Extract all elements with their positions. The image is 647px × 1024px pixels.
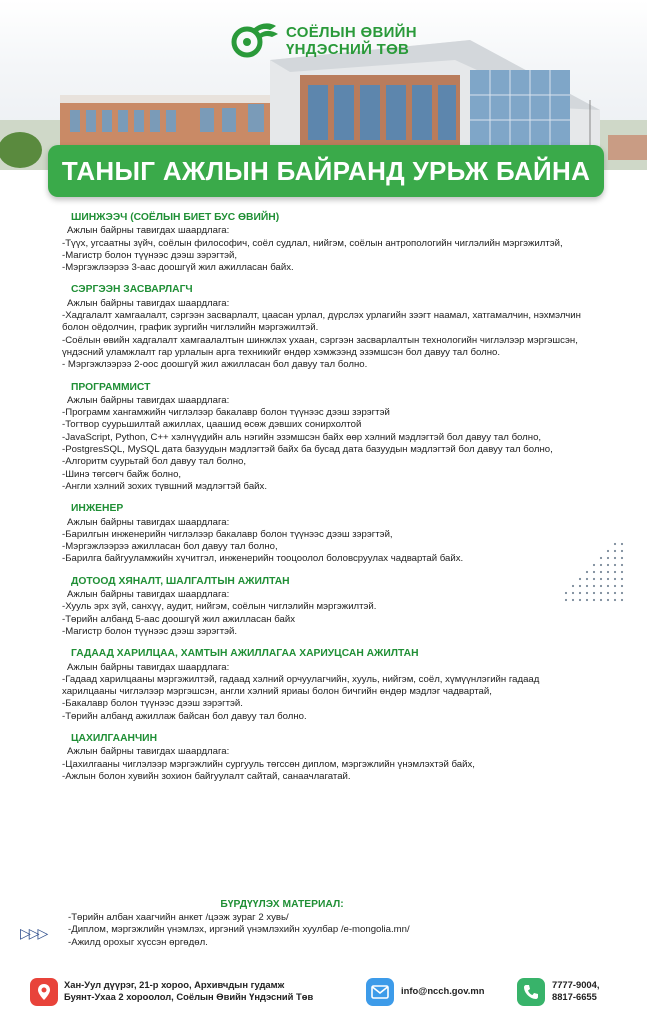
decor-dot: [607, 557, 609, 559]
requirement-item: -Магистр болон түүнээс дээш зэрэгтэй.: [62, 625, 238, 637]
address-line-2: Буянт-Ухаа 2 хороолол, Соёлын Өвийн Үндэсний Төв: [64, 991, 314, 1002]
requirement-item: -Цахилгааны чиглэлээр мэргэжлийн сургууль төгссөн диплом, мэргэжлийн үнэмлэхтэй байх,: [62, 758, 475, 770]
job-section: [62, 284, 582, 371]
requirement-item: -PostgresSQL, MySQL дата базуудын мэдлэгтэй байх ба бусад дата базуудын мэдлэгтэй бол давуу тал болно,: [62, 444, 553, 456]
decor-dot: [600, 578, 602, 580]
logo: [230, 20, 417, 62]
material-item: -Диплом, мэргэжлийн үнэмлэх, иргэний үнэмлэхийн хуулбар /e-mongolia.mn/: [68, 924, 410, 935]
phone-icon: [517, 978, 545, 1006]
requirement-item: -Англи хэлний зохих түвшний мэдлэгтэй байх.: [62, 480, 267, 492]
job-title: ДОТООД ХЯНАЛТ, ШАЛГАЛТЫН АЖИЛТАН: [71, 575, 290, 587]
logo-icon: [230, 20, 280, 62]
required-materials: [62, 899, 582, 949]
requirements-heading: Ажлын байрны тавигдах шаардлага:: [67, 225, 230, 237]
requirements-heading: Ажлын байрны тавигдах шаардлага:: [67, 297, 230, 309]
decor-dot: [614, 550, 616, 552]
decor-dot: [586, 571, 588, 573]
job-title: ШИНЖЭЭЧ (СОЁЛЫН БИЕТ БУС ӨВИЙН): [71, 212, 280, 223]
requirement-item: -Магистр болон түүнээс дээш зэрэгтэй,: [62, 249, 238, 261]
footer: [0, 970, 647, 1024]
decor-dot: [593, 585, 595, 587]
decor-dot: [614, 564, 616, 566]
requirement-item: -Мэргэжлээрээ ажилласан бол давуу тал болно,: [62, 541, 278, 553]
decor-dot: [614, 578, 616, 580]
requirements-heading: Ажлын байрны тавигдах шаардлага:: [67, 516, 230, 528]
requirement-item: -Хууль эрх зүй, санхүү, аудит, нийгэм, соёлын чиглэлийн мэргэжилтэй.: [62, 601, 377, 613]
decor-dot: [621, 557, 623, 559]
job-section: [62, 576, 582, 638]
decor-dot: [593, 564, 595, 566]
decor-dot: [593, 578, 595, 580]
requirement-item: -Тогтвор суурьшилтай ажиллах, цаашид өсөж дэвших сонирхолтой: [62, 419, 362, 431]
decor-dot: [607, 578, 609, 580]
requirements-heading: Ажлын байрны тавигдах шаардлага:: [67, 661, 230, 673]
arrows-icon: ▷▷▷: [20, 925, 47, 941]
requirements-heading: Ажлын байрны тавигдах шаардлага:: [67, 394, 230, 406]
decor-dot: [614, 585, 616, 587]
envelope-icon: [366, 978, 394, 1006]
material-item: -Төрийн албан хаагчийн анкет /цээж зураг 2 хувь/: [68, 911, 289, 923]
phone-number-1[interactable]: 7777-9004,: [552, 979, 600, 990]
decor-dot: [586, 599, 588, 601]
decor-dot: [621, 571, 623, 573]
decor-dot: [586, 592, 588, 594]
job-listings: [62, 212, 582, 793]
requirements-heading: Ажлын байрны тавигдах шаардлага:: [67, 589, 230, 601]
decor-dot: [607, 571, 609, 573]
address-line-1: Хан-Уул дүүрэг, 21-р хороо, Архивчдын гудамж: [64, 979, 285, 990]
job-title: ИНЖЕНЕР: [71, 503, 124, 515]
decor-dot: [621, 578, 623, 580]
decor-dot: [614, 599, 616, 601]
requirement-item: -Бакалавр болон түүнээс дээш зэрэгтэй.: [62, 698, 243, 710]
headline: ТАНЫГ АЖЛЫН БАЙРАНД УРЬЖ БАЙНА: [61, 155, 591, 186]
decor-dot: [607, 564, 609, 566]
logo-line-1: СОЁЛЫН ӨВИЙН: [286, 24, 417, 41]
decor-dot: [621, 564, 623, 566]
requirement-item: -Барилга байгууламжийн хүчитгэл, инженерийн тооцоолол боловсруулах чадвартай байх.: [62, 553, 464, 565]
decor-dot: [593, 599, 595, 601]
job-section: [62, 733, 582, 783]
requirement-item: -Ажлын болон хувийн зохион байгуулалт сайтай, санаачлагатай.: [62, 770, 351, 782]
logo-line-2: ҮНДЭСНИЙ ТӨВ: [286, 41, 410, 58]
decor-dot: [607, 599, 609, 601]
decor-dot: [586, 578, 588, 580]
decor-dot: [614, 592, 616, 594]
requirement-item: -Мэргэжлээрээ 3-аас доошгүй жил ажилласан байх.: [62, 262, 294, 274]
requirement-item: -Түүх, угсаатны зүйч, соёлын философич, соёл судлал, нийгэм, соёлын антропологийн чиглэлийн мэргэжилтэй,: [62, 237, 563, 249]
decor-dot: [600, 571, 602, 573]
decor-dot: [600, 585, 602, 587]
job-title: ЦАХИЛГААНЧИН: [71, 732, 158, 744]
materials-title: БҮРДҮҮЛЭХ МАТЕРИАЛ:: [220, 899, 344, 910]
job-section: [62, 648, 582, 723]
requirement-item: -Гадаад харилцааны мэргэжилтэй, гадаад хэлний орчуулагчийн, хууль, нийгэм, соёл, хүмүүнлэгийн гадаад харилцааны чиглэлээр мэргэшсэн, англи хэлний яриаы болон бичгийн өндөр мэдлэг чадвартай,: [62, 673, 540, 698]
requirement-item: -Хадгалалт хамгаалалт, сэргээн засварлалт, цаасан урлал, дүрслэх урлагийн зээгт наамал, хатгамалчин, нэхмэлчин болон оёдолчин, график зургийн чиглэлийн мэргэжилтэй.: [62, 310, 581, 334]
decor-dot: [621, 599, 623, 601]
decor-dot: [593, 592, 595, 594]
decor-dot: [586, 585, 588, 587]
decor-dot: [621, 592, 623, 594]
decor-dot: [621, 550, 623, 552]
headline-banner: [48, 145, 604, 197]
requirement-item: -Соёлын өвийн хадгалалт хамгаалалтын шинжлэх ухаан, сэргээн засварлалтын технологийн чиглэлээр мэргэшсэн, үндэсний уламжлалт гар урлалын арга техникийг өндөр хэмжээнд эзэмшсэн бол давуу тал болно.: [62, 334, 578, 358]
decor-dot: [614, 543, 616, 545]
email-link[interactable]: info@ncch.gov.mn: [401, 985, 485, 996]
requirement-item: - Мэргэжлээрээ 2-оос доошгүй жил ажилласан бол давуу тал болно.: [62, 359, 368, 371]
material-item: -Ажилд орохыг хүссэн өргөдөл.: [68, 936, 208, 948]
decor-dot: [600, 557, 602, 559]
decor-dot: [600, 599, 602, 601]
decor-dot: [600, 564, 602, 566]
job-title: ПРОГРАММИСТ: [71, 381, 151, 393]
decor-dot: [600, 592, 602, 594]
map-pin-icon: [30, 978, 58, 1006]
decor-dot: [607, 585, 609, 587]
decor-dot: [607, 550, 609, 552]
requirement-item: -Төрийн албанд 5-аас доошгүй жил ажилласан байх: [62, 613, 296, 625]
requirements-heading: Ажлын байрны тавигдах шаардлага:: [67, 746, 230, 758]
job-section: [62, 503, 582, 565]
requirement-item: -Барилгын инженерийн чиглэлээр бакалавр болон түүнээс дээш зэрэгтэй,: [62, 528, 393, 540]
requirement-item: -Төрийн албанд ажиллаж байсан бол давуу тал болно.: [62, 710, 307, 722]
requirement-item: -Шинэ төгсөгч байж болно,: [62, 468, 182, 480]
requirement-item: -Алгоритм суурьтай бол давуу тал болно,: [62, 456, 247, 468]
decor-dot: [614, 571, 616, 573]
decor-dot: [593, 571, 595, 573]
job-title: СЭРГЭЭН ЗАСВАРЛАГЧ: [71, 284, 193, 296]
requirement-item: -Программ хангамжийн чиглэлээр бакалавр болон түүнээс дээш зэрэгтэй: [62, 407, 390, 419]
job-section: [62, 212, 582, 274]
requirement-item: -JavaScript, Python, C++ хэлнүүдийн аль нэгийн эзэмшсэн байх өөр хэлний мэдлэгтэй бол давуу тал болно,: [62, 431, 542, 443]
decor-dot: [621, 543, 623, 545]
job-title: ГАДААД ХАРИЛЦАА, ХАМТЫН АЖИЛЛАГАА ХАРИУЦСАН АЖИЛТАН: [71, 648, 419, 660]
decor-dot: [614, 557, 616, 559]
decor-dot: [607, 592, 609, 594]
decor-dot: [621, 585, 623, 587]
job-section: [62, 382, 582, 494]
phone-number-2[interactable]: 8817-6655: [552, 991, 597, 1002]
